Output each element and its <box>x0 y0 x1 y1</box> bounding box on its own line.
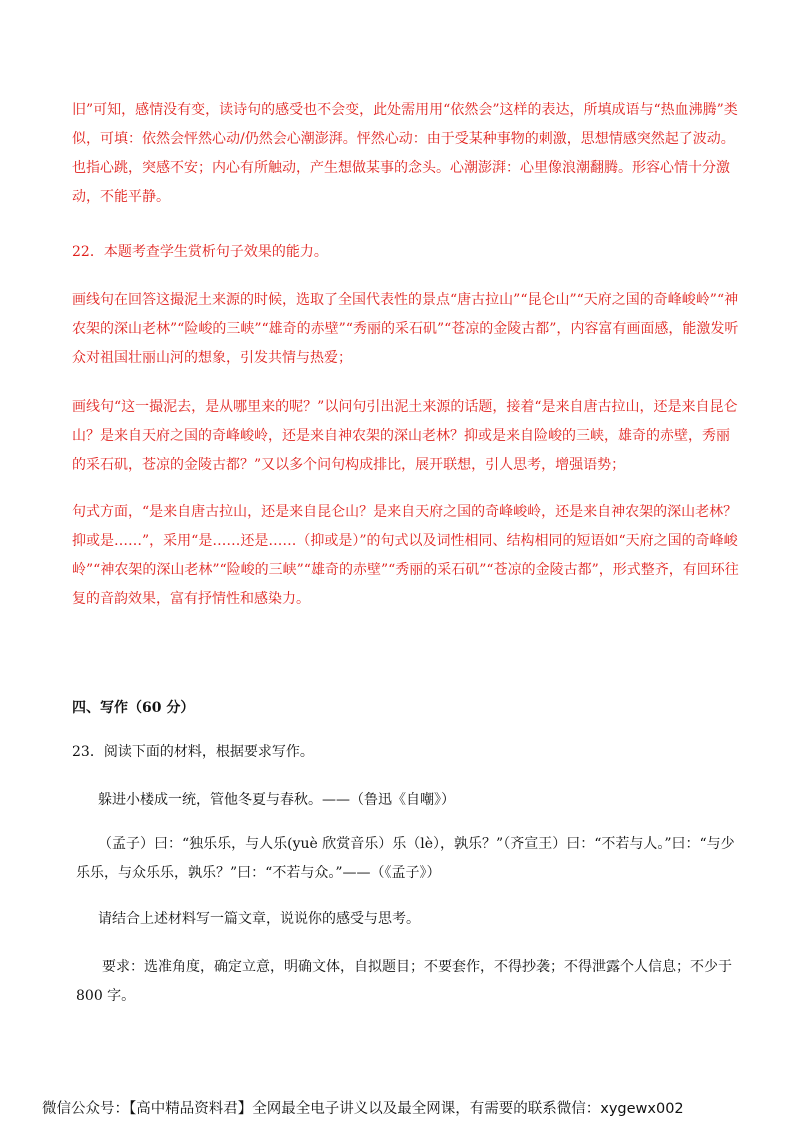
question-22-analysis-rhetoric: 画线句“这一撮泥去，是从哪里来的呢？”以问句引出泥土来源的话题，接着“是来自唐古拉山，还是来自昆仑山？是来自天府之国的奇峰峻岭，还是来自神农架的深山老林？抑或是来自险峻的三峡，雄奇的赤壁，秀丽的采石矶，苍凉的金陵古都？”又以多个问句构成排比，展开联想，引人思考，增强语势； <box>72 399 738 473</box>
writing-requirements: 要求：选准角度，确定立意，明确文体，自拟题目；不要套作，不得抄袭；不得泄露个人信息；不少于 800 字。 <box>76 959 732 1004</box>
material-quote-luxun: 躲进小楼成一统，管他冬夏与春秋。——（鲁迅《自嘲》） <box>98 792 455 808</box>
section-4-title: 四、写作（60 分） <box>72 700 195 716</box>
answer-21-explanation: 旧”可知，感情没有变，读诗句的感受也不会变，此处需用用“依然会”这样的表达，所填成语与“热血沸腾”类似，可填：依然会怦然心动/仍然会心潮澎湃。怦然心动：由于受某种事物的刺激，思想情感突然起了波动。也指心跳，突感不安；内心有所触动，产生想做某事的念头。心潮澎湃：心里像浪潮翻腾。形容心情十分激动，不能平静。 <box>72 102 738 205</box>
question-22-intro: 22．本题考查学生赏析句子效果的能力。 <box>72 244 328 260</box>
writing-instruction: 请结合上述材料写一篇文章，说说你的感受与思考。 <box>98 911 420 927</box>
question-22-analysis-content: 画线句在回答这撮泥土来源的时候，选取了全国代表性的景点“唐古拉山”“昆仑山”“天府之国的奇峰峻岭”“神农架的深山老林”“险峻的三峡”“雄奇的赤壁”“秀丽的采石矶”“苍凉的金陵古都”，内容富有画面感，能激发听众对祖国壮丽山河的想象，引发共情与热爱； <box>72 292 739 366</box>
question-22-analysis-syntax: 句式方面，“是来自唐古拉山，还是来自昆仑山？是来自天府之国的奇峰峻岭，还是来自神农架的深山老林？抑或是……”，采用“是……还是……（抑或是）”的句式以及词性相同、结构相同的短语如“天府之国的奇峰峻岭”“神农架的深山老林”“险峻的三峡”“雄奇的赤壁”“秀丽的采石矶”“苍凉的金陵古都”，形式整齐，有回环往复的音韵效果，富有抒情性和感染力。 <box>72 504 739 607</box>
question-23-intro: 23．阅读下面的材料，根据要求写作。 <box>72 744 314 760</box>
footer-watermark-text: 微信公众号：【高中精品资料君】全网最全电子讲义以及最全网课，有需要的联系微信：xygewx002 <box>42 1101 684 1117</box>
material-quote-mencius: （孟子）曰：“独乐乐，与人乐(yuè 欣赏音乐）乐（lè），孰乐？”（齐宣王）曰：“不若与人。”曰：“与少乐乐，与众乐乐，孰乐？”曰：“不若与众。”——（《孟子》） <box>76 836 735 881</box>
